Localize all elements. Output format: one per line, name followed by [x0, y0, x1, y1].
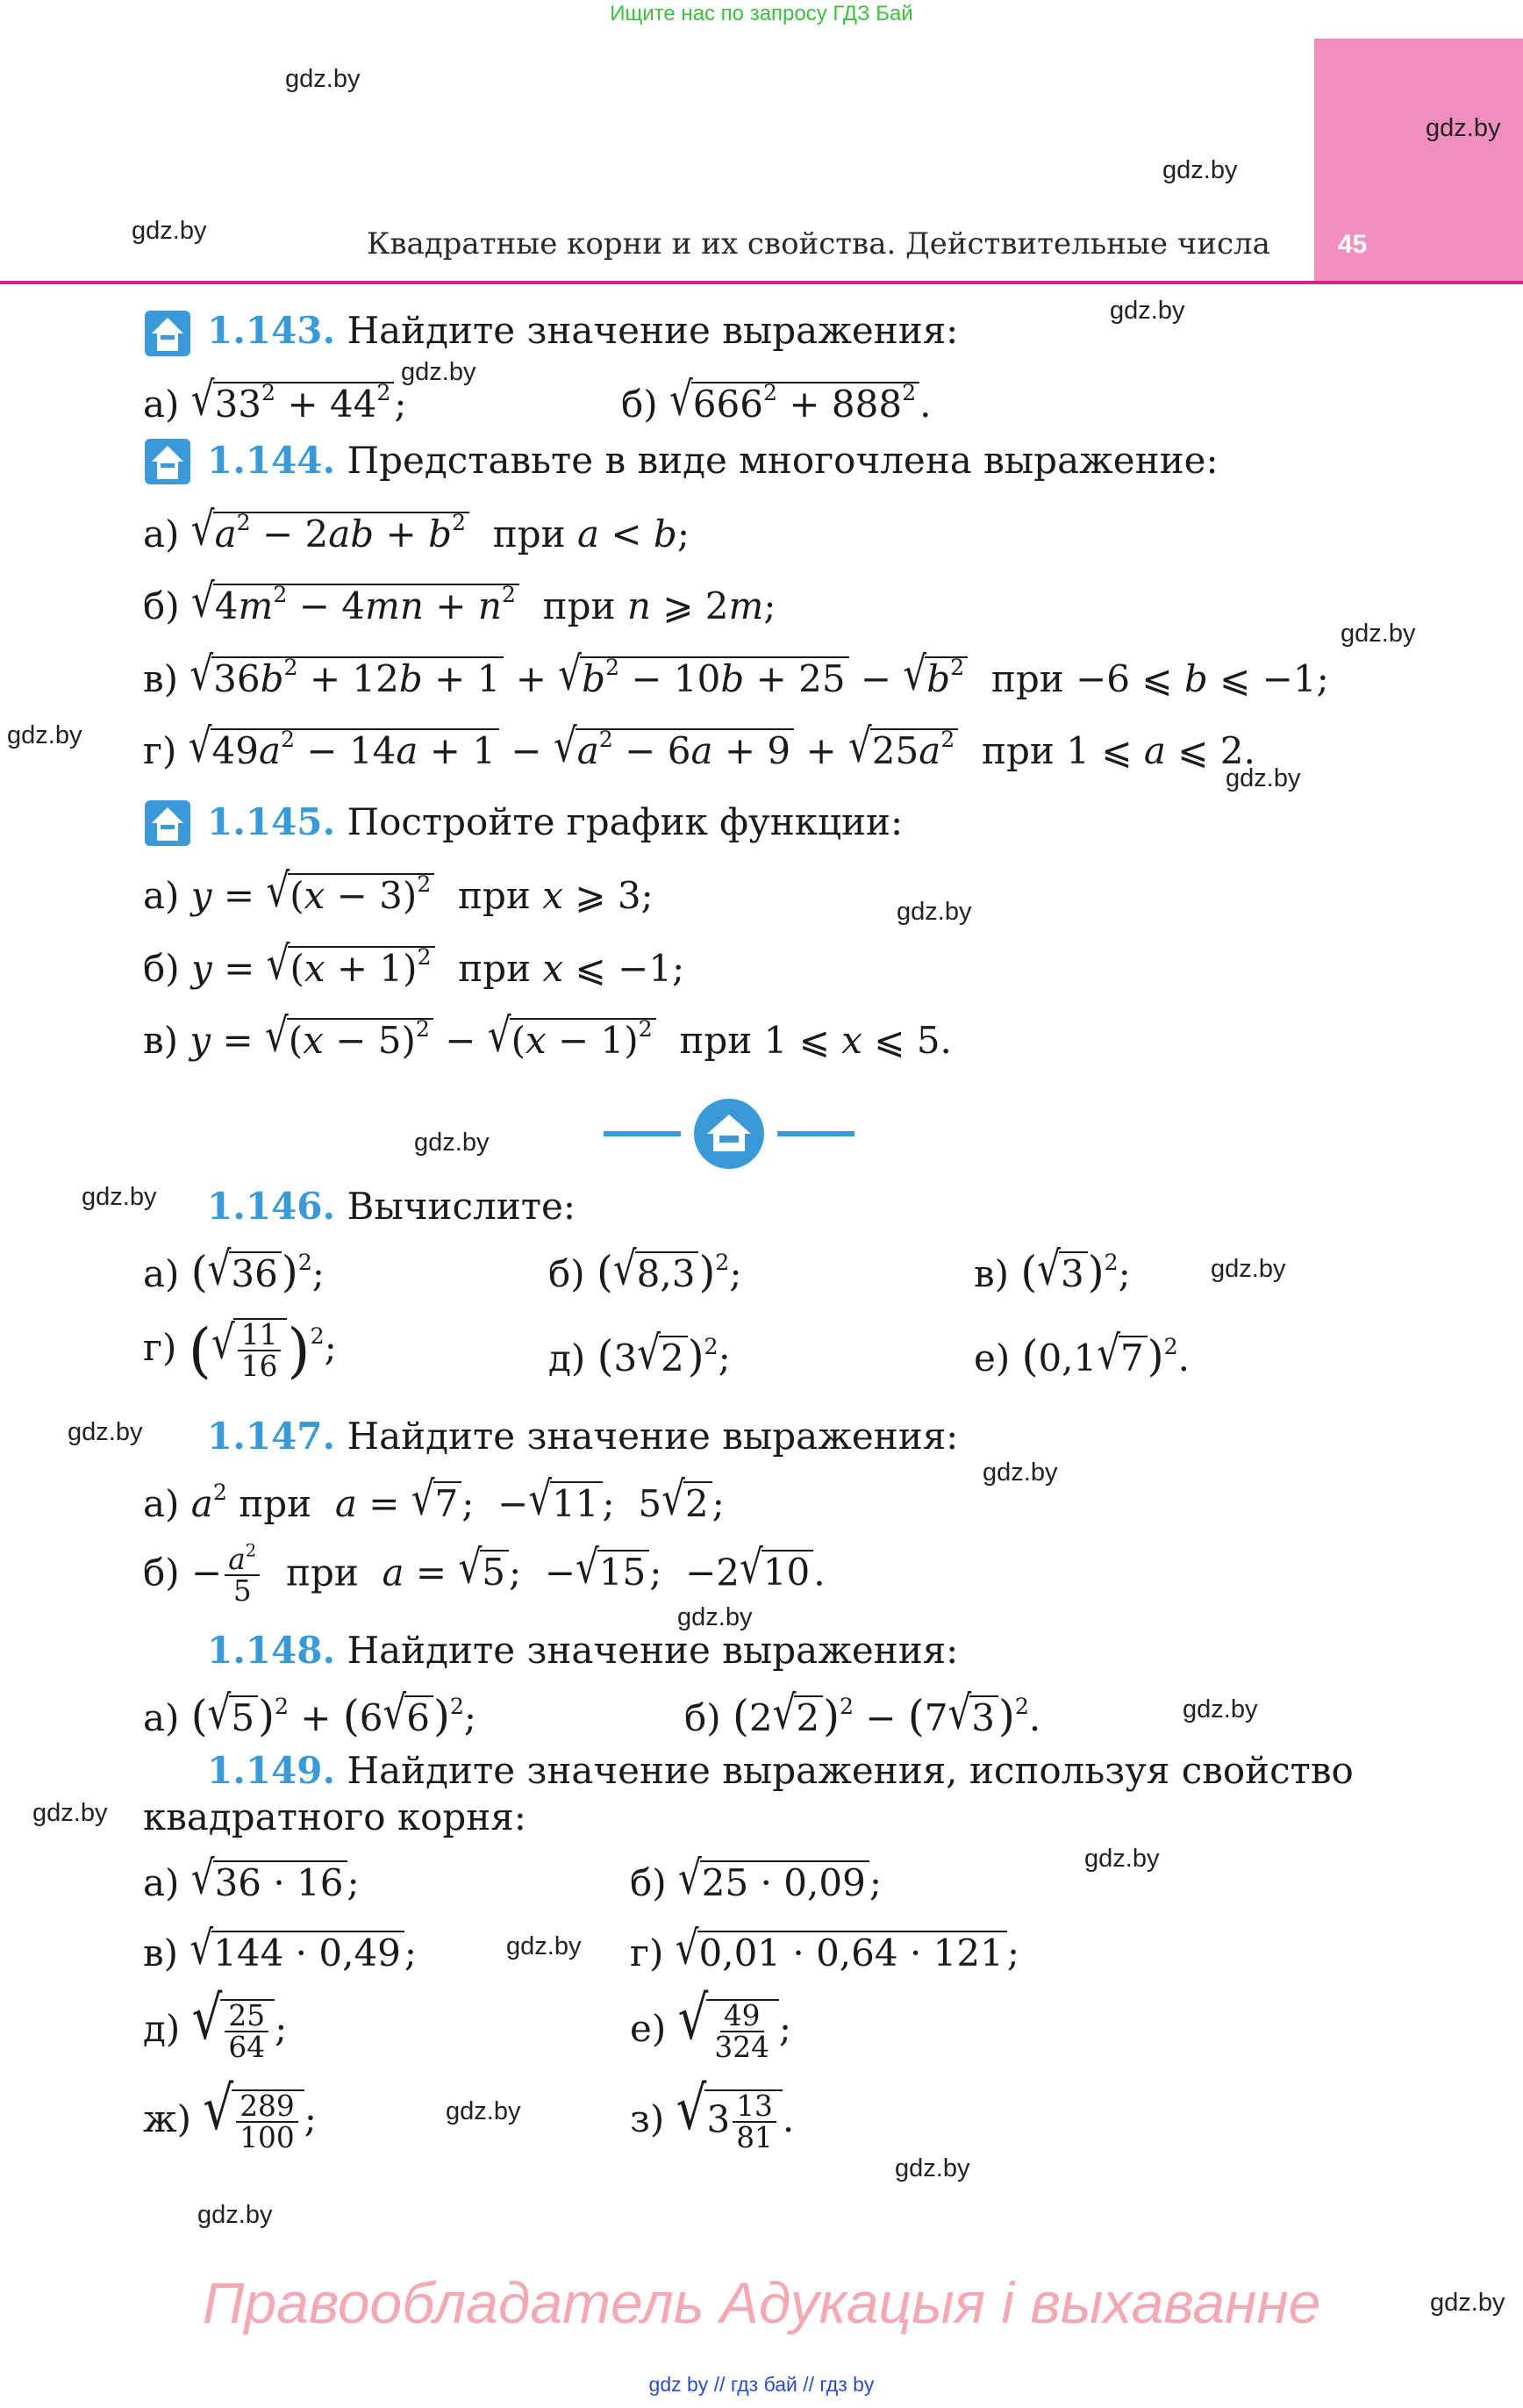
- expression: з) √3 $\frac{13}{81}$ .: [630, 2073, 795, 2154]
- home-task-icon: [143, 309, 192, 358]
- watermark: gdz.by: [897, 898, 972, 926]
- expression: в) $√36b^2 + 12b + 1 + √b^2 - 10b + 25 - √b^2$ при −6 ⩽ b ⩽ −1;: [143, 646, 1329, 700]
- running-title: Квадратные корни и их свойства. Действительные числа: [367, 226, 1270, 262]
- watermark: gdz.by: [677, 1603, 753, 1631]
- watermark: gdz.by: [401, 358, 476, 386]
- watermark: gdz.by: [1226, 764, 1301, 792]
- watermark: gdz.by: [1162, 156, 1238, 184]
- watermark: gdz.by: [132, 217, 207, 245]
- expression: е) $(0,1√7)^2$.: [974, 1325, 1190, 1381]
- problem-1-148: [207, 1629, 958, 1672]
- expression: а) $(√36)^2$;: [143, 1241, 325, 1297]
- problem-1-145: [207, 800, 903, 843]
- watermark: gdz.by: [1110, 297, 1185, 325]
- watermark: gdz.by: [1084, 1845, 1160, 1873]
- watermark: gdz.by: [1430, 2289, 1505, 2317]
- watermark: gdz.by: [82, 1183, 157, 1211]
- watermark: gdz.by: [983, 1458, 1058, 1487]
- watermark: gdz.by: [1341, 620, 1416, 648]
- expression: д) √ $\frac{25}{64}$ ;: [143, 1982, 288, 2064]
- watermark: gdz.by: [506, 1932, 582, 1960]
- problem-text: Найдите значение выражения:: [347, 1415, 959, 1458]
- expression: б) − $\frac{a^2}{5}$ при a = √5; −√15; −2√10.: [143, 1540, 826, 1609]
- watermark: gdz.by: [1211, 1255, 1286, 1283]
- watermark: gdz.by: [895, 2154, 970, 2182]
- problem-number: 1.145.: [207, 800, 336, 843]
- home-task-icon: [143, 437, 192, 486]
- problem-1-147: [207, 1415, 958, 1458]
- expression: а) √36 · 16;: [143, 1850, 360, 1904]
- expression: в) $y = √(x - 5)^2 - √(x - 1)^2$ при 1 ⩽ x ⩽ 5.: [143, 1007, 952, 1062]
- expression: г) (√ $\frac{11}{16}$ )$^2$;: [143, 1315, 337, 1385]
- problem-1-149: [207, 1749, 1354, 1792]
- problem-number: 1.147.: [207, 1415, 336, 1458]
- expression: а) $√33^2 + 44^2$;: [143, 371, 407, 426]
- expression: а) $√a^2 - 2ab + b^2$ при a < b;: [143, 501, 690, 555]
- top-note: Ищите нас по запросу ГДЗ Бай: [610, 2, 913, 25]
- problem-text: Постройте график функции:: [347, 800, 904, 843]
- expression: б) $√666^2 + 888^2$.: [621, 371, 932, 426]
- expression: г) √0,01 · 0,64 · 121;: [630, 1920, 1019, 1974]
- expression: б) $y = √(x + 1)^2$ при x ⩽ −1;: [143, 935, 685, 990]
- watermark: gdz.by: [197, 2201, 273, 2229]
- expression: в) √144 · 0,49;: [143, 1920, 418, 1974]
- expression: а) $(√5)^2 + (6√6)^2$;: [143, 1685, 477, 1741]
- header-divider: [0, 281, 1523, 284]
- problem-number: 1.143.: [207, 309, 336, 352]
- problem-text: Найдите значение выражения:: [347, 1629, 959, 1672]
- home-section-divider-icon: [604, 1097, 854, 1171]
- watermark: gdz.by: [68, 1418, 143, 1446]
- watermark: gdz.by: [32, 1799, 108, 1827]
- home-task-icon: [143, 799, 192, 848]
- watermark: gdz.by: [7, 721, 82, 749]
- expression: б) $(√8,3)^2$;: [548, 1241, 742, 1297]
- problem-1-146: [207, 1185, 576, 1228]
- expression: а) $y = √(x - 3)^2$ при x ⩾ 3;: [143, 863, 654, 917]
- expression: е) √ $\frac{49}{324}$ ;: [630, 1982, 792, 2064]
- watermark: gdz.by: [414, 1129, 490, 1157]
- watermark: gdz.by: [446, 2097, 521, 2125]
- problem-number: 1.148.: [207, 1629, 336, 1672]
- problem-number: 1.146.: [207, 1185, 336, 1228]
- expression: а) $a^2$ при a = √7; −√11; 5√2;: [143, 1471, 725, 1525]
- copyright-notice: Правообладатель Адукацыя і выхаванне: [202, 2270, 1321, 2335]
- expression: в) $(√3)^2$;: [974, 1241, 1131, 1297]
- bottom-note: gdz by // гдз бай // гдз by: [648, 2373, 875, 2396]
- problem-number: 1.149.: [207, 1749, 336, 1792]
- watermark: gdz.by: [285, 65, 361, 93]
- problem-text-cont: квадратного корня:: [143, 1795, 526, 1838]
- problem-text: Представьте в виде многочлена выражение:: [347, 439, 1219, 482]
- expression: г) $√49a^2 - 14a + 1 - √a^2 - 6a + 9 + √25a^2$ при 1 ⩽ a ⩽ 2.: [143, 718, 1255, 772]
- problem-1-143: [207, 309, 958, 352]
- expression: б) √25 · 0,09;: [630, 1850, 882, 1904]
- problem-text: Найдите значение выражения:: [347, 309, 959, 352]
- expression: б) $√4m^2 - 4mn + n^2$ при n ⩾ 2m;: [143, 573, 776, 627]
- page-number: 45: [1338, 230, 1368, 259]
- watermark: gdz.by: [1426, 114, 1501, 142]
- expression: ж) √ $\frac{289}{100}$ ;: [143, 2073, 317, 2154]
- problem-1-144: [207, 439, 1219, 482]
- watermark: gdz.by: [1183, 1695, 1258, 1724]
- problem-number: 1.144.: [207, 439, 336, 482]
- problem-text: Найдите значение выражения, используя свойство: [347, 1749, 1354, 1792]
- expression: д) $(3√2)^2$;: [548, 1325, 731, 1381]
- problem-text: Вычислите:: [347, 1185, 576, 1228]
- expression: б) $(2√2)^2 - (7√3)^2$.: [684, 1685, 1041, 1741]
